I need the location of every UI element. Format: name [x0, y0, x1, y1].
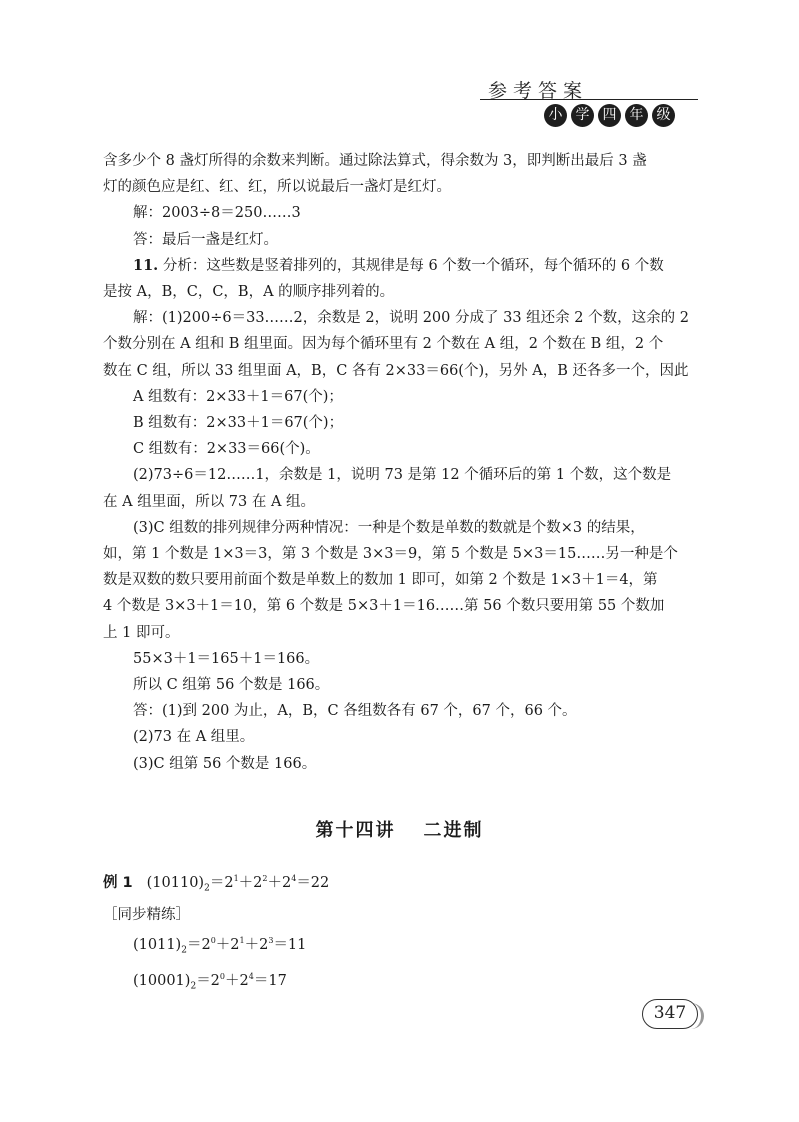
body-line: (3)C 组数的排列规律分两种情况：一种是个数是单数的数就是个数×3 的结果，: [133, 519, 645, 536]
grade-badges: [544, 104, 675, 127]
header-title: 参考答案: [488, 80, 589, 102]
body-line: 数是双数的数只要用前面个数是单数上的数加 1 即可，如第 2 个数是 1×3＋1＝4，第: [103, 572, 658, 589]
body-line: 所以 C 组第 56 个数是 166。: [133, 677, 330, 694]
body-line: 答：最后一盏是红灯。: [133, 231, 278, 248]
grade-badge: 级: [652, 104, 675, 127]
body-line: 是按 A，B，C，C，B，A 的顺序排列着的。: [103, 284, 395, 301]
section-name: 二进制: [423, 820, 484, 841]
grade-badge: 学: [571, 104, 594, 127]
header-rule: [480, 99, 698, 100]
example-block: [103, 866, 699, 1000]
example-1-line: 例 1 $(10110)_2=2^1+2^2+2^4=22$: [103, 874, 330, 894]
body-line: 个数分别在 A 组和 B 组里面。因为每个循环里有 2 个数在 A 组，2 个数在 B 组，2 个: [103, 336, 664, 353]
section-title: [0, 816, 799, 842]
grade-badge: 四: [598, 104, 621, 127]
body-line: 4 个数是 3×3＋1＝10，第 6 个数是 5×3＋1＝16……第 56 个数只要用第 55 个数加: [103, 598, 665, 615]
body-line-text: 分析：这些数是竖着排列的，其规律是每 6 个数一个循环，每个循环的 6 个数: [158, 257, 664, 274]
body-line: 含多少个 8 盏灯所得的余数来判断。通过除法算式，得余数为 3，即判断出最后 3 盏: [103, 153, 647, 169]
page-number: 347: [642, 999, 698, 1029]
body-line: 解：(1)200÷6＝33……2，余数是 2，说明 200 分成了 33 组还余 2 个数，这余的 2: [133, 310, 689, 327]
section-number: 第十四讲: [315, 820, 396, 841]
sync-practice-label: ［同步精练］: [103, 906, 190, 923]
running-header: [480, 72, 700, 134]
body-line: C 组数有：2×33＝66(个)。: [133, 441, 320, 458]
body-line: 答：(1)到 200 为止，A，B，C 各组数各有 67 个，67 个，66 个。: [133, 703, 577, 720]
question-11-line: [103, 253, 699, 279]
practice-formula: $(1011)_2=2^0+2^1+2^3=11$: [133, 936, 307, 956]
body-line: 解：2003÷8＝250……3: [133, 205, 301, 222]
body-line: A 组数有：2×33＋1＝67(个)；: [133, 388, 343, 405]
body-line: 数在 C 组，所以 33 组里面 A，B，C 各有 2×33＝66(个)，另外 A，B 还各多一个，因此: [103, 362, 689, 379]
body-line: 55×3＋1＝165＋1＝166。: [133, 650, 320, 667]
body-line: 如，第 1 个数是 1×3＝3，第 3 个数是 3×3＝9，第 5 个数是 5×3＝15……另一种是个: [103, 546, 678, 563]
grade-badge: 年: [625, 104, 648, 127]
answer-body: [103, 148, 699, 777]
body-line: B 组数有：2×33＋1＝67(个)；: [133, 415, 344, 432]
example-label: 例 1: [103, 874, 133, 891]
grade-badge: 小: [544, 104, 567, 127]
body-line: 灯的颜色应是红、红、红，所以说最后一盏灯是红灯。: [103, 179, 451, 196]
practice-formula: $(10001)_2=2^0+2^4=17$: [133, 972, 287, 992]
body-line: (3)C 组第 56 个数是 166。: [133, 755, 317, 772]
body-line: (2)73÷6＝12……1，余数是 1，说明 73 是第 12 个循环后的第 1 个数，这个数是: [133, 467, 672, 484]
question-number: 11.: [133, 256, 159, 274]
body-line: 上 1 即可。: [103, 624, 180, 641]
body-line: 在 A 组里面，所以 73 在 A 组。: [103, 493, 316, 510]
body-line: (2)73 在 A 组里。: [133, 729, 255, 746]
